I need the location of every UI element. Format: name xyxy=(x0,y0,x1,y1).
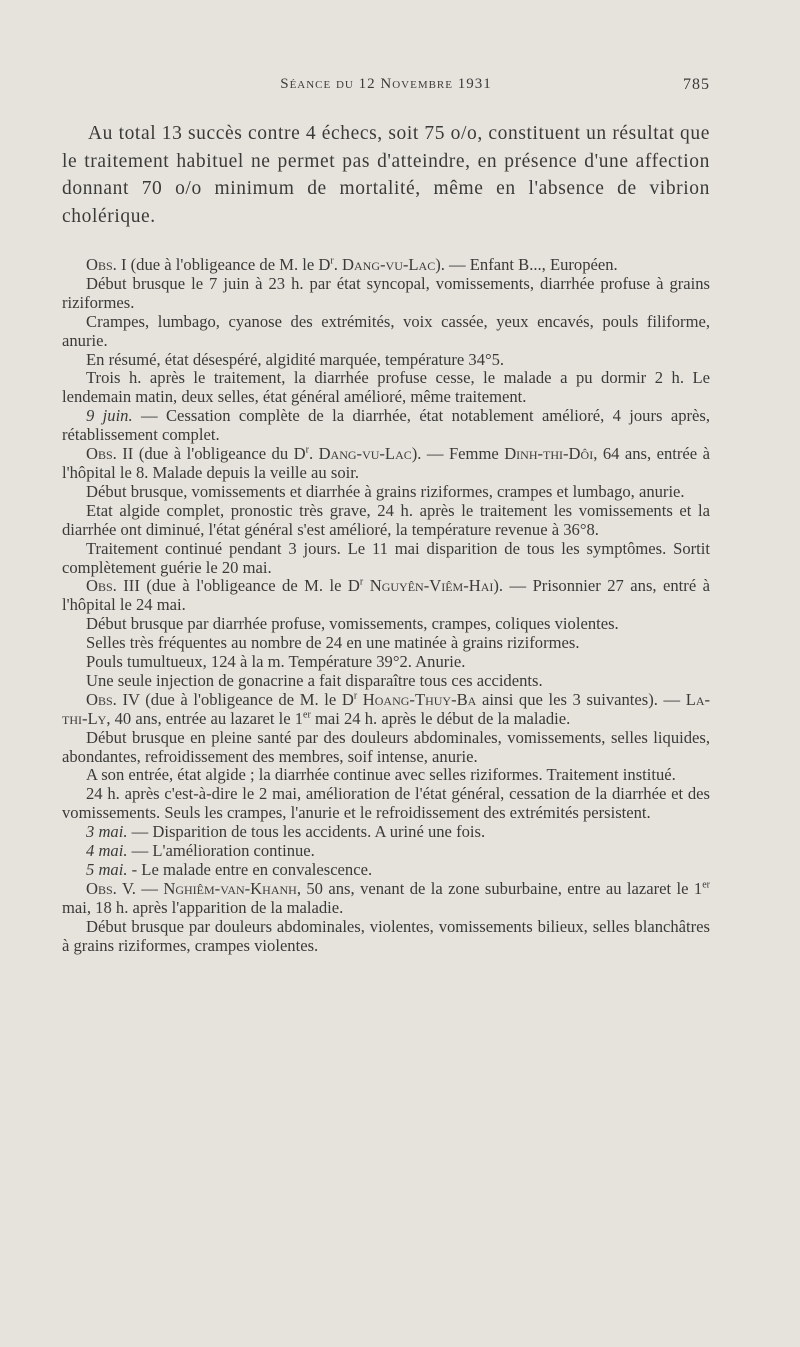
obs-1-paragraph: Crampes, lumbago, cyanose des extrémités, voix cassée, yeux encavés, pouls filiforme, anurie. xyxy=(62,311,710,350)
obs-text: — xyxy=(135,878,164,898)
obs-attribution: (due à l'obligeance de M. le D xyxy=(130,255,331,274)
intro-block xyxy=(62,120,710,230)
obs-4-date-paragraph xyxy=(62,842,710,861)
obs-4-date-paragraph xyxy=(62,823,710,842)
page-header xyxy=(62,76,710,100)
obs-number: I xyxy=(120,255,127,274)
patient-name: Nghiêm-van-Khanh xyxy=(163,878,297,898)
date-text: — L'amélioration continue. xyxy=(127,841,315,861)
superscript: r xyxy=(305,444,309,456)
obs-patient-info: ). — Prisonnier 27 ans, entré à l'hôpital le 24 mai. xyxy=(62,576,711,615)
doctor-name: Hoang-Thuy-Ba xyxy=(362,689,477,709)
obs-4-heading xyxy=(62,691,710,729)
obs-3-paragraph: Une seule injection de gonacrine a fait disparaître tous ces accidents. xyxy=(86,670,543,690)
obs-3-paragraph: Pouls tumultueux, 124 à la m. Température 39°2. Anurie. xyxy=(86,652,466,672)
obs-text: ainsi que les 3 suivantes). — xyxy=(476,689,686,709)
obs-patient-info: , 50 ans, venant de la zone suburbaine, entre au lazaret le 1 xyxy=(296,878,703,898)
patient-name: Dinh-thi-Dôi xyxy=(504,444,594,464)
obs-4-paragraph: 24 h. après c'est-à-dire le 2 mai, amélioration de l'état général, cessation de la diarrhée et des vomissements. Seuls les crampes, l'anurie et le refroidissement des extrémités persistent. xyxy=(62,784,710,823)
obs-2-paragraph: Traitement continué pendant 3 jours. Le 11 mai disparition de tous les symptômes. Sortit complètement guérie le 20 mai. xyxy=(62,538,710,577)
obs-label: Obs. xyxy=(86,878,117,898)
obs-patient-info: mai 24 h. après le début de la maladie. xyxy=(310,708,571,728)
obs-text: ). — Femme xyxy=(411,444,505,464)
obs-3-paragraph: Selles très fréquentes au nombre de 24 en une matinée à grains riziformes. xyxy=(86,633,580,653)
obs-5-heading xyxy=(62,880,710,918)
obs-1-paragraph: Trois h. après le traitement, la diarrhée profuse cesse, le malade a pu dormir 2 h. Le lendemain matin, deux selles, état général amélioré, même traitement. xyxy=(62,368,710,407)
obs-label: Obs. xyxy=(86,444,117,464)
date-text: - Le malade entre en convalescence. xyxy=(127,860,373,879)
date-label: 9 juin. xyxy=(86,406,133,426)
obs-2-paragraph: Etat algide complet, pronostic très grave, 24 h. après le traitement les vomissements et la diarrhée ont diminué, l'état général s'est amélioré, la température revenue à 36°8. xyxy=(62,500,710,539)
obs-4-paragraph: Début brusque en pleine santé par des douleurs abdominales, vomissements, selles liquides, abondantes, refroidissement des membres, soif intense, anurie. xyxy=(62,727,710,766)
obs-1-paragraph: Début brusque le 7 juin à 23 h. par état syncopal, vomissements, diarrhée profuse à grains riziformes. xyxy=(62,273,710,312)
obs-2-paragraph: Début brusque, vomissements et diarrhée à grains riziformes, crampes et lumbago, anurie. xyxy=(86,481,685,501)
obs-number: III xyxy=(123,576,140,596)
obs-patient-info: , 40 ans, entrée au lazaret le 1 xyxy=(106,708,304,728)
obs-5-paragraph: Début brusque par douleurs abdominales, violentes, vomissements bilieux, selles blanchâtres à grains riziformes, crampes violentes. xyxy=(62,916,710,955)
obs-patient-info: ). — Enfant B..., Européen. xyxy=(435,255,618,274)
obs-patient-info: mai, 18 h. après l'apparition de la maladie. xyxy=(62,897,344,917)
superscript: er xyxy=(702,879,711,891)
patient-name: La-thi-Ly xyxy=(62,689,711,728)
superscript: r xyxy=(330,255,334,267)
obs-attribution: (due à l'obligeance du D xyxy=(138,444,306,464)
page-number: 785 xyxy=(683,76,710,93)
obs-patient-info: , 64 ans, entrée à l'hôpital le 8. Malade depuis la veille au soir. xyxy=(62,444,710,482)
obs-number: II xyxy=(122,444,134,464)
superscript: r xyxy=(359,576,364,588)
obs-number: IV xyxy=(122,689,140,709)
obs-4-date-paragraph xyxy=(62,861,710,880)
obs-3-paragraph: Début brusque par diarrhée profuse, vomissements, crampes, coliques violentes. xyxy=(86,614,619,634)
superscript: er xyxy=(303,709,311,721)
date-label: 4 mai. xyxy=(86,841,128,861)
obs-label: Obs. xyxy=(86,255,117,274)
doctor-name: Dang-vu-Lac xyxy=(318,444,412,464)
observations-block xyxy=(62,256,710,956)
doctor-name: Nguyên-Viêm-Hai xyxy=(369,576,494,596)
obs-attribution: (due à l'obligeance de M. le D xyxy=(145,689,354,709)
superscript: r xyxy=(353,690,358,702)
running-head: Séance du 12 Novembre 1931 xyxy=(280,76,492,92)
obs-1-paragraph: En résumé, état désespéré, algidité marquée, température 34°5. xyxy=(86,349,505,369)
obs-4-paragraph: A son entrée, état algide ; la diarrhée continue avec selles riziformes. Traitement institué. xyxy=(86,765,676,785)
obs-label: Obs. xyxy=(86,689,117,709)
date-label: 3 mai. xyxy=(86,822,128,842)
date-text: — Cessation complète de la diarrhée, état notablement amélioré, 4 jours après, rétablissement complet. xyxy=(62,406,710,445)
obs-1-heading: Obs. I (due à l'obligeance de M. le $D^r$. Dang-vu-Lac). — Enfant B..., Européen. xyxy=(86,255,618,274)
doctor-name: Dang-vu-Lac xyxy=(342,255,436,274)
obs-1-date-paragraph xyxy=(62,407,710,445)
date-label: 5 mai. xyxy=(86,860,128,879)
obs-label: Obs. xyxy=(86,576,117,596)
obs-attribution: (due à l'obligeance de M. le D xyxy=(146,576,360,596)
obs-3-heading xyxy=(62,577,710,615)
obs-number: V. xyxy=(121,878,136,898)
intro-paragraph: Au total 13 succès contre 4 échecs, soit 75 o/o, constituent un résultat que le traitement habituel ne permet pas d'atteindre, en présence d'une affection donnant 70 o/o minimum de mortalité, même en l'absence de vibrion cholérique. xyxy=(62,123,710,227)
obs-2-heading: Obs. II (due à l'obligeance du $D^r$. Dang-vu-Lac). — Femme Dinh-thi-Dôi, 64 ans, entrée à l'hôpital le 8. Malade depuis la veille au soir. xyxy=(62,444,710,482)
date-text: — Disparition de tous les accidents. A uriné une fois. xyxy=(127,822,486,842)
